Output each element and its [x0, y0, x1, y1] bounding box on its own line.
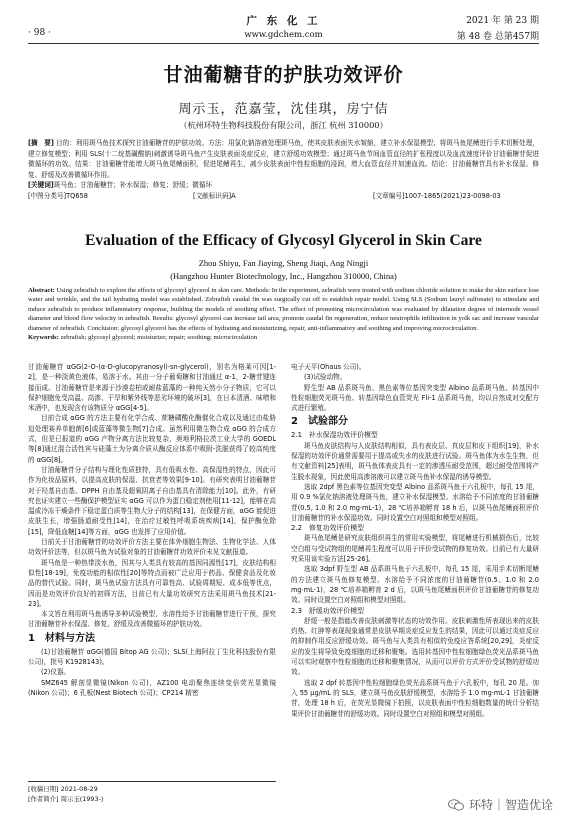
running-header: [28, 10, 539, 50]
body-paragraph: 甘油葡糖苷 αGG(2-O-(α-D-glucopyranosyl)-sn-glycerol)，别名为格莱可因[1-2]，是一种淡黄色液体，易溶于水。其由一分子葡萄糖和甘油通过 α-1，2-糖苷键连接而成。甘油葡糖苷是来源于沙漠卷柏或耐盐蓝藻的一种纯天然小分子物质，它可以保护细胞免受高温、高渗、干旱和紫外线等恶劣环境的破坏[3]，在日本清酒、味噌和米酒中，也发现含有该物质分 αGG[4-5]。: [28, 363, 276, 413]
body-paragraph: 舒缓一般是指能改善皮肤刺激等状态的功效作用。皮肤刺激性所表现出来的皮肤灼热、红肿等表现现象通常是皮肤早期炎症反应发生的结果，因此可以通过炎症反应的抑制作用反应舒缓功效。斑马鱼与人类具有相似的免疫应答系统[20,29]，炎症反应的发生将导致免疫细胞的迁移和聚集。选用转基因中性粒细胞绿色荧光品系斑马鱼可以实时观察中性粒细胞的迁移和聚集情况，从而可以评价方式评价受试物的舒缓功效。: [291, 616, 539, 677]
body-paragraph: 本文旨在利用斑马鱼诱导多种试验模型，水溶性给予甘油葡糖苷进行干预，探究甘油葡糖苷补水保湿、修复、舒缓及改善微循环的护肤功效。: [28, 610, 276, 629]
abstract-en-label: Abstract:: [28, 287, 55, 294]
page-number: · 98 ·: [28, 28, 51, 38]
author-bio-label: [作者简介]: [28, 795, 59, 803]
doc-code: [文献标识码]A: [193, 191, 236, 200]
author-bio-name: 周示玉(1993-): [60, 795, 104, 803]
body-paragraph: SMZ645 解剖显微镜(Nikon 公司)，AZ100 电动聚焦连续变倍荧光显微镜(Nikon 公司)；6 孔板(Nest Biotech 公司)；CP214 精密: [28, 678, 276, 697]
article-number: [文章编号]1007-1865(2021)23-0098-03: [373, 191, 501, 200]
body-column-right: [291, 362, 539, 719]
abstract-cn-label: [摘 要]: [28, 139, 54, 147]
body-paragraph: 斑马鱼皮肤结构与人皮肤结构相似，具有表皮层、真皮层和皮下组织[19]，补水保湿的功效评价通常需要用于提高或失水的皮肤进行试验。斑马鱼体为水生生物，但有文献资料[25]表明，斑马鱼体表皮具有一定的渗透压耐受范围，超过耐受范围将产生脱水现象，因此使用高渗溶液可以建立斑马鱼补水保湿的诱导模型。: [291, 441, 539, 481]
received-date: 2021-08-29: [60, 785, 98, 793]
keywords-cn-text: 斑马鱼；甘油葡糖苷；补水保湿；修复；舒缓；微循环: [53, 181, 213, 190]
body-paragraph: 目前关于甘油葡糖苷的功效评价方法主要在体外细胞生物法、生物化学法、人体功效评价法等，但以斑马鱼为试验对象的甘油葡糖苷功效评价未见文献报道。: [28, 538, 276, 557]
paper-title-cn: 甘油葡糖苷的护肤功效评价: [163, 64, 404, 86]
abstract-en: [28, 286, 539, 342]
subsection-heading: 2.3 舒缓功效评价模型: [291, 606, 364, 615]
body-paragraph: 选取 2 dpf 转基因中性粒细胞绿色荧光品系斑马鱼于六孔板中，每孔 20 尾。加入 55 μg/mL 的 SLS，建立斑马鱼皮肤舒缓模型，水溶给予 1.0 mg·mL-1 甘油葡糖苷，处理 18 h 后，在荧光显微镜下拍照，以皮肤表面中性粒细胞数量的统计分析结果评价甘油葡糖苷的舒缓功效。同时设置空白对照组和模型对照组。: [291, 678, 539, 718]
abstract-en-body: [28, 286, 539, 333]
abstract-en-text: Using zebrafish to explore the effects of glycosyl glycerol in skin care. Methods: In the experiment, zebrafish were treated with sodium chloride solution to make the skin surface lose water and wrinkle, and the tail hydrating model was established. Zebrafish caudal fin was surgically cut off to establish repair model. Using SLS (Sodium lauryl sulfonate) to stimulate and induce zebrafish to produce inflammatory response, building the models of soothing effect. The effect of promoting microcirculation was evaluated by dilatation degree of internode vessel diameter and blood flow velocity in zebrafish. Results: glycosyl glycerol can increase tail area, promote caudal fin regeneration, reduce neutrophils infiltration in yolk sac and increase vascular diameter of zebrafish. Conclusion: glycosyl glycerol has the effects of hydrating and moisturizing, repair, anti-inflammatory and soothing and improving microcirculation.: [28, 287, 539, 332]
paper-title-en: Evaluation of the Efficacy of Glycosyl Glycerol in Skin Care: [85, 232, 482, 249]
keywords-cn-label: [关键词]: [28, 181, 54, 190]
year-issue: 2021 年 第 23 期: [466, 16, 539, 26]
body-paragraph: 斑马鱼尾鳍是研究皮肤组织再生的常用实验模型，将尾鳍进行机械损伤后，比较空白组与受试物组的尾鳍再生程度可以用于评价受试物的修复功效。目前已有大量研究采用该实验方法[25-26]。: [291, 534, 539, 564]
header-rule: [28, 43, 539, 44]
author-bio-row: [28, 794, 276, 804]
body-column-left: [28, 362, 276, 698]
authors-en: Zhou Shiyu, Fan Jiaying, Sheng Jiaqi, Ang Ningji: [198, 258, 369, 268]
journal-name: 广 东 化 工: [246, 15, 321, 27]
affiliation-cn: （杭州环特生物科技股份有限公司，浙江 杭州 310000）: [179, 120, 388, 130]
affiliation-en: (Hangzhou Hunter Biotechnology, Inc., Hangzhou 310000, China): [170, 271, 397, 281]
classification-row: [28, 191, 539, 202]
clc-number: [中图分类号]TQ658: [28, 191, 88, 200]
abstract-cn: [28, 138, 539, 202]
section-heading: 2 试验部分: [291, 416, 348, 428]
subsection-heading: 2.2 修复功效评价模型: [291, 524, 364, 533]
wechat-icon: [448, 799, 464, 811]
keywords-en-label: Keywords:: [28, 334, 59, 342]
received-label: [收稿日期]: [28, 785, 59, 793]
abstract-cn-text: 目的：利用斑马鱼技术探究甘油葡糖苷的护肤功效。方法：用氯化钠溶液处理斑马鱼，使其皮肤表面失水皱缩，建立补水保湿模型；将斑马鱼尾鳍进行手术切断处理，建立修复模型；利用 SLS(十二烷基磺酸钠)刺激诱导斑马鱼产生皮肤表面炎症反应，建立舒缓功效模型；通过斑马鱼节间血管直径的扩张程度以及血流速度评价甘油葡糖苷促进微循环的功效。结果：甘油葡糖苷能增大斑马鱼尾鳍面积，促进尾鳍再生，减少皮肤表面中性粒细胞的浸润，增大血管直径并加速血流。结论：甘油葡糖苷具有补水保湿、修复、舒缓及改善微循环作用。: [28, 139, 539, 179]
body-paragraph: 选取 3dpf 野生型 AB 品系斑马鱼于六孔板中，每孔 15 尾，采用手术切断尾鳍的方法建立斑马鱼修复模型。水溶给予不同浓度的甘油葡糖苷(0.5、1.0 和 2.0 mg·mL-1)，28 ℃培养箱孵育 2 d 后，以斑马鱼尾鳍面积评价甘油葡糖苷的修复功效。同时设置空白对照组和模型对照组。: [291, 565, 539, 605]
watermark: [448, 796, 553, 813]
authors-cn: 周示玉，范嘉莹，沈佳琪，房宁佶: [178, 102, 389, 117]
keywords-en: [28, 333, 539, 342]
received-note: [28, 781, 276, 804]
keywords-cn: [28, 180, 539, 191]
body-paragraph: 斑马鱼是一种热带淡水鱼，因其与人类具有较高的基因同源性[17]，皮肤结构相似性[18-19]，免疫功能的相似性[20]等特点而被广泛应用于药品、保健食品及化妆品的替代试验。同时，斑马鱼试验方法具有可靠性高、试验周期短、成本低等优点，因而是功效评价良好的初筛方法，目前已有大量功效研究方法采用斑马鱼技术[21-23]。: [28, 558, 276, 608]
body-paragraph: (1)甘油葡糖苷 αGG(德国 Bitop AG 公司)；SLS(上海阿拉丁生化科技股份有限公司)，批号 K1928143)。: [28, 647, 276, 667]
body-paragraph: 野生型 AB 品系斑马鱼、黑色素等位基因突变型 Albino 品系斑马鱼、转基因中性粒细胞荧光斑马鱼、转基因绿色血管荧光 Fli-1 品系斑马鱼，均以自然成对交配方式进行繁殖。: [291, 383, 539, 413]
subsection-heading: 2.1 补水保湿功效评价模型: [291, 431, 378, 440]
abstract-cn-body: [28, 138, 539, 180]
body-paragraph: 电子天平(Ohaus 公司)。: [291, 363, 366, 371]
section-heading: 1 材料与方法: [28, 632, 95, 644]
body-paragraph: 目前合成 αGG 的方法主要有化学合成、蔗糖磷酸化酶催化合成以及通过由盐胁迫处理赛养单胞菌[6]或蓝藻等微生物[7]合成。虽然利用微生物合成 αGG 的合成方式，但是已报道的 αGG 产物分离方法比较复杂，奥地利格拉茨工业大学的 GOEDL 等[8]通过混合活性宾与硅藻土为分离介质从酶反应体系中吸附-洗脱获得了较高纯度的 αGG[8]。: [28, 414, 276, 464]
body-paragraph: (3)试验动物。: [304, 373, 347, 382]
body-paragraph: 选取 2dpf 黑色素等位基因突变型 Albino 品系斑马鱼于六孔板中，每孔 15 尾，用 0.9 %氯化钠溶液处理斑马鱼，建立补水保湿模型。水溶给予不同浓度的甘油葡糖苷(0.5, 1.0 和 2.0 mg·mL-1)，28 ℃培养箱孵育 18 h 后，以斑马鱼尾鳍面积评价甘油葡糖苷的补水保湿功效。同时设置空白对照组和模型对照组。: [291, 482, 539, 522]
received-row: [28, 784, 276, 794]
watermark-text: 环特｜智造优诠: [468, 798, 553, 812]
body-paragraph: 甘油葡糖苷分子结构与理化性质独特，具有低吸水性、高保湿性的特点，因此可作为化妆品原料，以提高皮肤的保湿、抗衰老等效果[9-10]。有研究表明甘油葡糖苷对于羟基自由基、DPPH 自由基及超氧阴离子自由基具有清除能力[10]。此外，有研究也证实建立一些酶保护模型证实 αGG 可以作为蛋白稳定剂使用[11-12]，能够在高温或冷冻干燥条件下稳定蛋白质等生物大分子的结构[13]，在保健方面，αGG 能促进皮肤生长，增强肠道耐受性[14]，在治疗过敏性呼吸系统疾病[14]，保护酶免除[15]，降低血糖[14]等方面，αGG 也发挥了应用价值。: [28, 465, 276, 536]
keywords-en-text: zebrafish; glycosyl glycerol; moisturize; repair; soothing; microcirculation: [60, 334, 258, 342]
volume-info: 第 48 卷 总第457期: [456, 32, 539, 42]
journal-url[interactable]: www.gdchem.com: [244, 30, 323, 40]
body-paragraph: (2)仪器。: [41, 668, 71, 677]
